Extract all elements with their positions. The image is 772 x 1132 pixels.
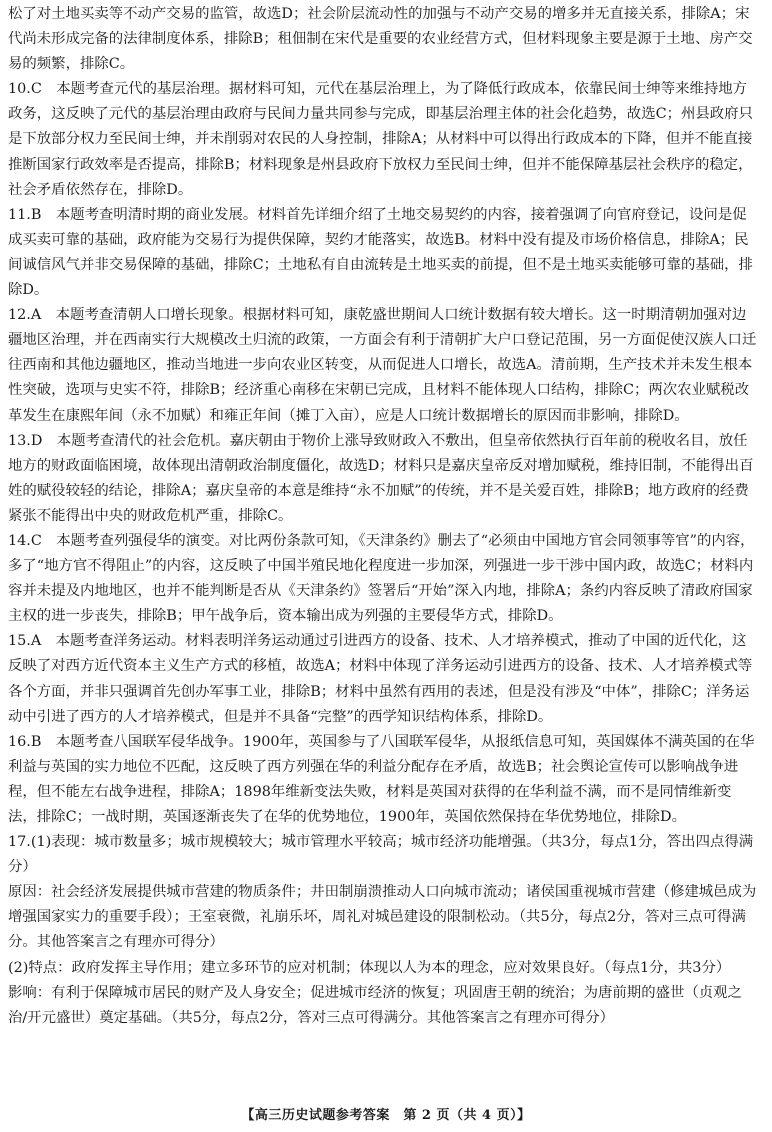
answer-16: 16.B 本题考查八国联军侵华战争。1900年，英国参与了八国联军侵华，从报纸信息可知，英国媒体不满英国的在华利益与英国的实力地位不匹配，这反映了西方列强在华的利益分配存在矛盾，故选B；社会舆论宣传可以影响战争进程，但不能左右战争进程，排除A；1898年维新变法失败，材料是英国对获得的在华利益不满，而不是同情维新变法，排除C；一战时期，英国逐渐丧失了在华的优势地位，1900年，英国依然保持在华优势地位，排除D。 <box>8 733 755 825</box>
answer-15: 15.A 本题考查洋务运动。材料表明洋务运动通过引进西方的设备、技术、人才培养模式，推动了中国的近代化，这反映了对西方近代资本主义生产方式的移植，故选A；材料中体现了洋务运动引进西方的设备、技术、人才培养模式等各个方面，并非只强调首先创办军事工业，排除B；材料中虽然有西用的表述，但是没有涉及“中体”，排除C；洋务运动中引进了西方的人才培养模式，但是并不具备“完整”的西学知识结构体系，排除D。 <box>8 633 753 725</box>
answer-11: 11.B 本题考查明清时期的商业发展。材料首先详细介绍了土地交易契约的内容，接着强调了向官府登记，设问是促成买卖可靠的基础，政府能为交易行为提供保障，契约才能落实，故选B。材料中没有提及市场价格信息，排除A；民间诚信风气并非交易保障的基础，排除C；土地私有自由流转是土地买卖的前提，但不是土地买卖能够可靠的基础，排除D。 <box>8 206 753 299</box>
paragraph-continued-9: 松了对土地买卖等不动产交易的监管，故选D；社会阶层流动性的加强与不动产交易的增多并无直接关系，排除A；宋代尚未形成完备的法律制度体系，排除B；租佃制在宋代是重要的农业经营方式，但材料现象主要是源于土地、房产交易的频繁，排除C。 <box>8 6 753 73</box>
answer-content <box>8 2 760 1031</box>
answer-10: 10.C 本题考查元代的基层治理。据材料可知，元代在基层治理上，为了降低行政成本，依靠民间士绅等来维持地方政务，这反映了元代的基层治理由政府与民间力量共同参与完成，即基层治理主体的社会化趋势，故选C；州县政府只是下放部分权力至民间士绅，并未削弱对农民的人身控制，排除A；从材料中可以得出行政成本的下降，但并不能直接推断国家行政效率是否提高，排除B；材料现象是州县政府下放权力至民间士绅，但并不能保障基层社会秩序的稳定，社会矛盾依然存在，排除D。 <box>8 81 753 198</box>
answer-17-2-features: (2)特点：政府发挥主导作用；建立多环节的应对机制；体现以人为本的理念，应对效果良好。（每点1分，共3分） <box>8 959 731 976</box>
answer-12: 12.A 本题考查清朝人口增长现象。根据材料可知，康乾盛世期间人口统计数据有较大增长。这一时期清朝加强对边疆地区治理，并在西南实行大规模改土归流的政策，一方面会有利于清朝扩大户口登记范围，另一方面促使汉族人口迁往西南和其他边疆地区，推动当地进一步向农业区转变，从而促进人口增长，故选A。清前期，生产技术并未发生根本性突破，选项与史实不符，排除B；经济重心南移在宋朝已完成，且材料不能体现人口结构，排除C；两次农业赋税改革发生在康熙年间（永不加赋）和雍正年间（摊丁入亩），应是人口统计数据增长的原因而非影响，排除D。 <box>8 307 757 424</box>
answer-17-1-performance: 17.(1)表现：城市数量多；城市规模较大；城市管理水平较高；城市经济功能增强。（共3分，每点1分，答出四点得满分） <box>8 834 754 876</box>
page-footer: 【高三历史试题参考答案 第 2 页（共 4 页）】 <box>241 1108 531 1123</box>
answer-17-1-reasons: 原因：社会经济发展提供城市营建的物质条件；井田制崩溃推动人口向城市流动；诸侯国重视城市营建（修建城邑成为增强国家实力的重要手段）；王室衰微，礼崩乐坏，周礼对城邑建设的限制松动。（共5分，每点2分，答对三点可得满分。其他答案言之有理亦可得分） <box>8 884 757 951</box>
answer-17-2-impact: 影响：有利于保障城市居民的财产及人身安全；促进城市经济的恢复；巩固唐王朝的统治；为唐前期的盛世（贞观之治/开元盛世）奠定基础。（共5分，每点2分，答对三点可得满分。其他答案言之有理亦可得分） <box>8 984 742 1026</box>
answer-14: 14.C 本题考查列强侵华的演变。对比两份条款可知，《天津条约》删去了“必须由中国地方官会同领事等官”的内容，多了“地方官不得阻止”的内容，这反映了中国半殖民地化程度进一步加深，列强进一步干涉中国内政，故选C；材料内容并未提及内地地区，也并不能判断是否从《天津条约》签署后“开始”深入内地，排除A；条约内容反映了清政府国家主权的进一步丧失，排除B；甲午战争后，资本输出成为列强的主要侵华方式，排除D。 <box>8 532 755 625</box>
answer-13: 13.D 本题考查清代的社会危机。嘉庆朝由于物价上涨导致财政入不敷出，但皇帝依然执行百年前的税收名目，放任地方的财政面临困境，故体现出清朝政治制度僵化，故选D；材料只是嘉庆皇帝反对增加赋税，维持旧制，不能得出百姓的赋役较轻的结论，排除A；嘉庆皇帝的本意是维持“永不加赋”的传统，并不是关爱百姓，排除B；地方政府的经费紧张不能得出中央的财政危机严重，排除C。 <box>8 432 754 524</box>
